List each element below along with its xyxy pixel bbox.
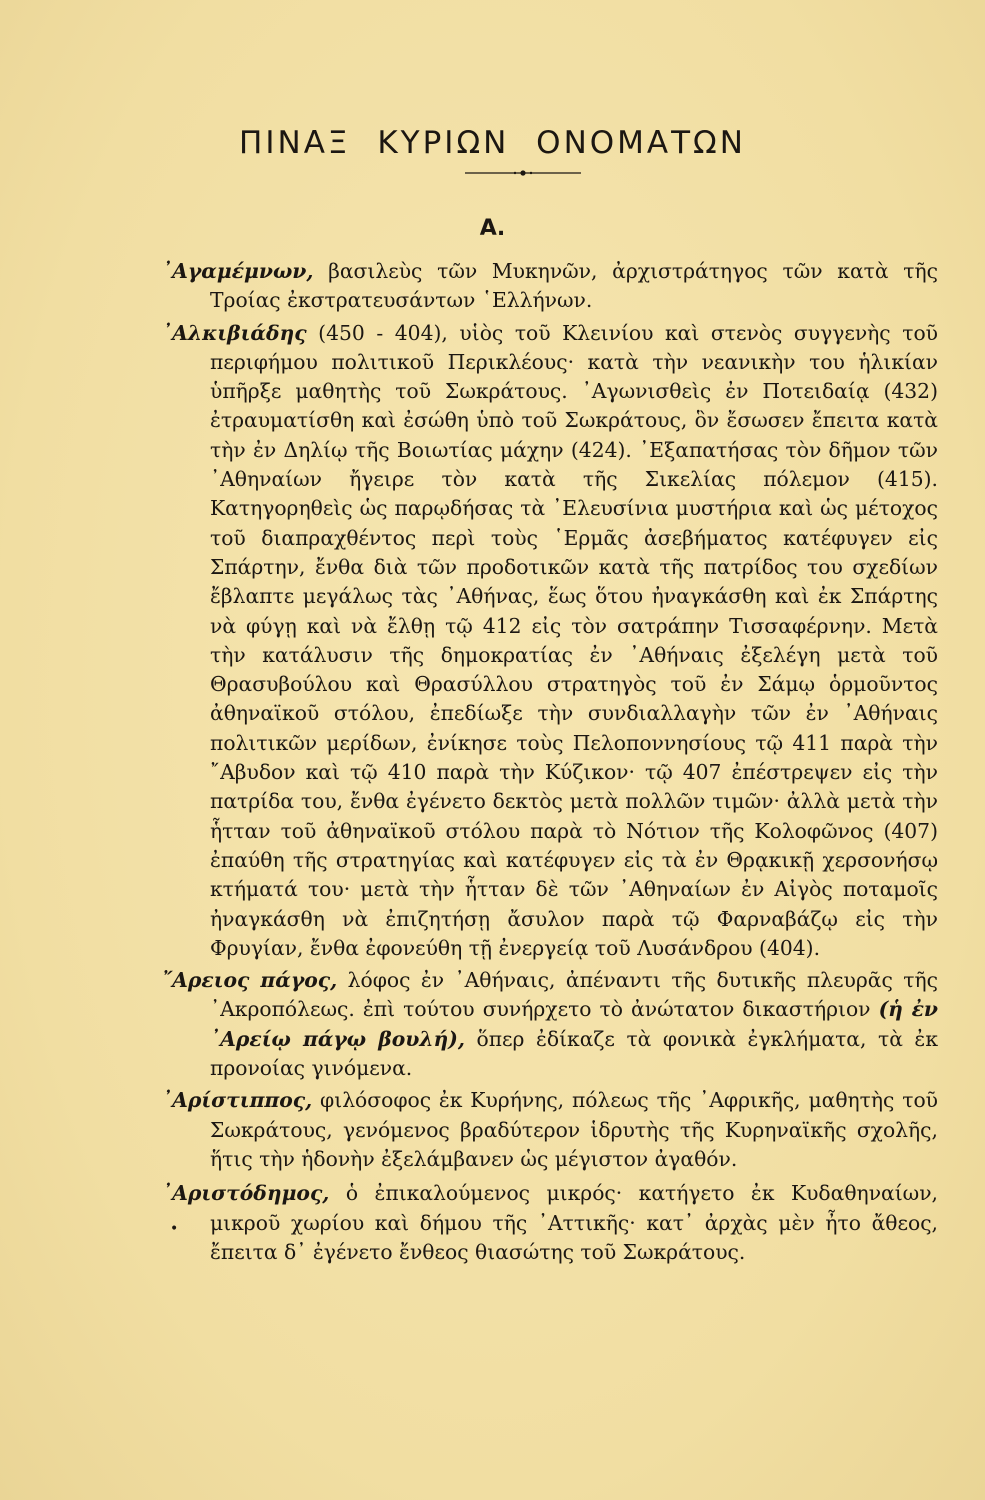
page-title: ΠΙΝΑΞ ΚΥΡΙΩΝ ΟΝΟΜΑΤΩΝ xyxy=(239,124,746,161)
index-entry-alkibiades xyxy=(162,319,938,964)
margin-bullet: • xyxy=(170,1221,179,1237)
index-entries xyxy=(162,257,938,1267)
title-ornament xyxy=(465,168,581,178)
entry-headword: ῎Αρειος πάγος, xyxy=(162,968,338,993)
entry-text: (450 - 404), υἱὸς τοῦ Κλεινίου καὶ στενὸς συγγενὴς τοῦ περιφήμου πολιτικοῦ Περικλέους· κατὰ τὴν νεανικὴν του ἡλικίαν ὑπῆρξε μαθητὴς τοῦ Σωκράτους. ᾽Αγωνισθεὶς ἐν Ποτειδαίᾳ (432) ἐτραυματίσθη καὶ ἐσώθη ὑπὸ τοῦ Σωκράτους, ὃν ἔσωσεν ἔπειτα κατὰ τὴν ἐν Δηλίῳ τῆς Βοιωτίας μάχην (424). ᾽Εξαπατήσας τὸν δῆμον τῶν ᾽Αθηναίων ἤγειρε τὸν κατὰ τῆς Σικελίας πόλεμον (415). Κατηγορηθεὶς ὡς παρῳδήσας τὰ ᾽Ελευσίνια μυστήρια καὶ ὡς μέτοχος τοῦ διαπραχθέντος περὶ τοὺς ῾Ερμᾶς ἀσεβήματος κατέφυγεν εἰς Σπάρτην, ἔνθα διὰ τῶν προδοτικῶν κατὰ τῆς πατρίδος του σχεδίων ἔβλαπτε μεγάλως τὰς ᾽Αθήνας, ἕως ὅτου ἠναγκάσθη καὶ ἐκ Σπάρτης νὰ φύγῃ καὶ νὰ ἔλθῃ τῷ 412 εἰς τὸν σατράπην Τισσαφέρνην. Μετὰ τὴν κατάλυσιν τῆς δημοκρατίας ἐν ᾽Αθήναις ἐξελέγη μετὰ τοῦ Θρασυβούλου καὶ Θρασύλλου στρατηγὸς τοῦ ἐν Σάμῳ ὁρμοῦντος ἀθηναϊκοῦ στόλου, ἐπεδίωξε τὴν συνδιαλλαγὴν τῶν ἐν ᾽Αθήναις πολιτικῶν μερίδων, ἐνίκησε τοὺς Πελοποννησίους τῷ 411 παρὰ τὴν ῎Αβυδον καὶ τῷ 410 παρὰ τὴν Κύζικον· τῷ 407 ἐπέστρεψεν εἰς τὴν πατρίδα του, ἔνθα ἐγένετο δεκτὸς μετὰ πολλῶν τιμῶν· ἀλλὰ μετὰ τὴν ἧτταν τοῦ ἀθηναϊκοῦ στόλου παρὰ τὸ Νότιον τῆς Κολοφῶνος (407) ἐπαύθη τῆς στρατηγίας καὶ κατέφυγεν εἰς τὰ ἐν Θρᾳκικῇ χερσονήσῳ κτήματά του· μετὰ τὴν ἧτταν δὲ τῶν ᾽Αθηναίων ἐν Αἰγὸς ποταμοῖς ἠναγκάσθη νὰ ἐπιζητήσῃ ἄσυλον παρὰ τῷ Φαρναβάζῳ εἰς τὴν Φρυγίαν, ἔνθα ἐφονεύθη τῇ ἐνεργείᾳ τοῦ Λυσάνδρου (404). xyxy=(210,320,938,960)
index-entry-agamemnon xyxy=(162,257,938,316)
entry-headword: ᾽Αριστόδημος, xyxy=(162,1181,330,1206)
entry-text: λόφος ἐν ᾽Αθήναις, ἀπέναντι τῆς δυτικῆς πλευρᾶς τῆς ᾽Ακροπόλεως. ἐπὶ τούτου συνήρχετο τὸ ἀνώτατον δικαστήριον xyxy=(210,968,938,1022)
entry-text: φιλόσοφος ἐκ Κυρήνης, πόλεως τῆς ᾽Αφρικῆς, μαθητὴς τοῦ Σωκράτους, γενόμενος βραδύτερον ἱδρυτὴς τῆς Κυρηναϊκῆς σχολῆς, ἥτις τὴν ἡδονὴν ἐξελάμβανεν ὡς μέγιστον ἀγαθόν. xyxy=(210,1088,938,1171)
index-entry-aristippos xyxy=(162,1086,938,1174)
entry-headword: ᾽Αλκιβιάδης xyxy=(162,320,307,345)
entry-headword: ᾽Αρίστιππος, xyxy=(162,1088,313,1113)
entry-text: ὁ ἐπικαλούμενος μικρός· κατήγετο ἐκ Κυδαθηναίων, μικροῦ χωρίου καὶ δήμου τῆς ᾽Αττικῆς· κατ᾽ ἀρχὰς μὲν ἦτο ἄθεος, ἔπειτα δ᾽ ἐγένετο ἔνθεος θιασώτης τοῦ Σωκράτους. xyxy=(210,1181,938,1264)
entry-text: βασιλεὺς τῶν Μυκηνῶν, ἀρχιστράτηγος τῶν κατὰ τῆς Τροίας ἐκστρατευσάντων ῾Ελλήνων. xyxy=(210,259,938,313)
index-entry-aristodemos xyxy=(162,1179,938,1267)
section-letter: Α. xyxy=(479,216,506,241)
entry-headword: ᾽Αγαμέμνων, xyxy=(162,259,314,283)
index-entry-areios-pagos xyxy=(162,966,938,1083)
entry-text: ὅπερ ἐδίκαζε τὰ φονικὰ ἐγκλήματα, τὰ ἐκ προνοίας γινόμενα. xyxy=(210,1026,938,1081)
entry-inline-term: (ἡ ἐν ᾽Αρείῳ πάγῳ βουλή), xyxy=(210,997,938,1051)
